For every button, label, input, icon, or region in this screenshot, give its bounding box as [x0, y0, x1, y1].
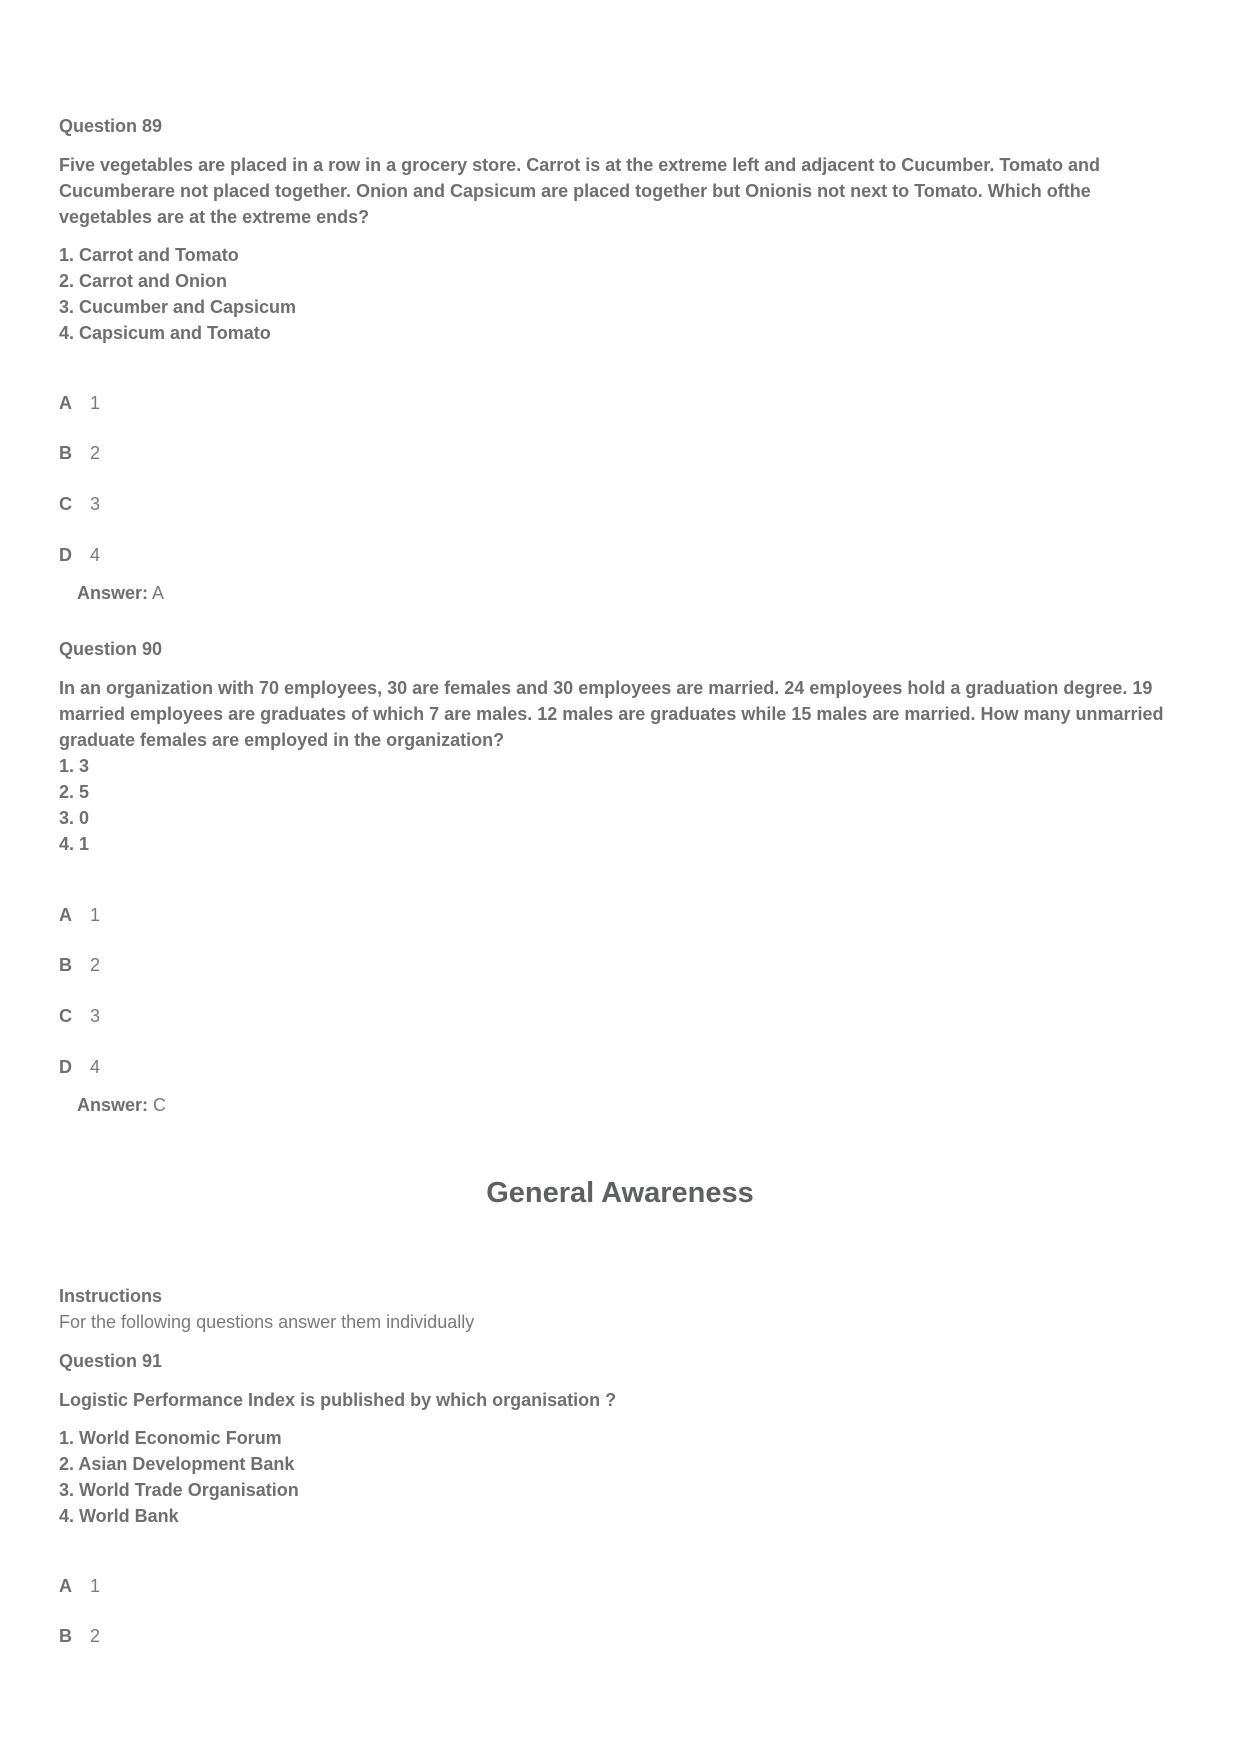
statement-item: 1. World Economic Forum	[59, 1428, 282, 1448]
question-91-title: Question 91	[59, 1351, 163, 1371]
option-value: 1	[90, 393, 101, 413]
option-letter: C	[59, 1006, 72, 1026]
answer-label: Answer:	[77, 583, 149, 603]
question-89-title: Question 89	[59, 116, 163, 136]
option-letter: D	[59, 545, 72, 565]
question-90-option-a[interactable]	[59, 903, 100, 927]
statement-item: 3. 0	[59, 808, 90, 828]
question-89-option-b[interactable]	[59, 441, 100, 465]
statement-item: 1. Carrot and Tomato	[59, 245, 239, 265]
option-value: 2	[90, 443, 101, 463]
option-value: 2	[90, 955, 101, 975]
statement-item: 3. Cucumber and Capsicum	[59, 297, 297, 317]
question-90-option-c[interactable]	[59, 1004, 100, 1028]
statement-item: 1. 3	[59, 756, 90, 776]
section-title: General Awareness	[486, 1177, 754, 1209]
question-91-option-b[interactable]	[59, 1624, 100, 1648]
instructions-text: For the following questions answer them individually	[59, 1312, 475, 1332]
statement-item: 4. Capsicum and Tomato	[59, 323, 271, 343]
question-90-option-b[interactable]	[59, 953, 100, 977]
question-89-answer	[77, 581, 164, 605]
question-91-option-a[interactable]	[59, 1574, 100, 1598]
option-value: 1	[90, 905, 101, 925]
option-letter: C	[59, 494, 72, 514]
option-value: 2	[90, 1626, 101, 1646]
answer-label: Answer:	[77, 1095, 149, 1115]
question-91-statement-list	[59, 1425, 299, 1529]
option-letter: A	[59, 393, 72, 413]
statement-item: 4. 1	[59, 834, 90, 854]
option-letter: A	[59, 905, 72, 925]
question-90-answer	[77, 1093, 166, 1117]
statement-item: 2. Asian Development Bank	[59, 1454, 295, 1474]
question-89-option-d[interactable]	[59, 543, 100, 567]
question-90-title: Question 90	[59, 639, 163, 659]
instructions-title: Instructions	[59, 1286, 163, 1306]
option-letter: B	[59, 955, 72, 975]
answer-value: C	[153, 1095, 167, 1115]
option-value: 3	[90, 494, 101, 514]
question-90-text: In an organization with 70 employees, 30 are females and 30 employees are married. 24 employees hold a graduation degree. 19 married employees are graduates of which 7 are males. 12 males are graduates while 15 males are married. How many unmarried graduate females are employed in the organization?	[59, 678, 1164, 750]
question-91-text: Logistic Performance Index is published by which organisation ?	[59, 1390, 617, 1410]
option-letter: B	[59, 443, 72, 463]
option-value: 4	[90, 545, 101, 565]
statement-item: 4. World Bank	[59, 1506, 179, 1526]
option-letter: A	[59, 1576, 72, 1596]
option-letter: D	[59, 1057, 72, 1077]
question-89-option-a[interactable]	[59, 391, 100, 415]
statement-item: 2. Carrot and Onion	[59, 271, 228, 291]
question-90-statement-list	[59, 753, 89, 857]
question-89-text: Five vegetables are placed in a row in a grocery store. Carrot is at the extreme left and adjacent to Cucumber. Tomato and Cucumberare not placed together. Onion and Capsicum are placed together but Onionis not next to Tomato. Which ofthe vegetables are at the extreme ends?	[59, 155, 1100, 227]
option-value: 3	[90, 1006, 101, 1026]
question-89-option-c[interactable]	[59, 492, 100, 516]
statement-item: 2. 5	[59, 782, 90, 802]
option-value: 1	[90, 1576, 101, 1596]
option-letter: B	[59, 1626, 72, 1646]
question-89-statement-list	[59, 242, 296, 346]
option-value: 4	[90, 1057, 101, 1077]
question-90-option-d[interactable]	[59, 1055, 100, 1079]
statement-item: 3. World Trade Organisation	[59, 1480, 299, 1500]
answer-value: A	[152, 583, 165, 603]
